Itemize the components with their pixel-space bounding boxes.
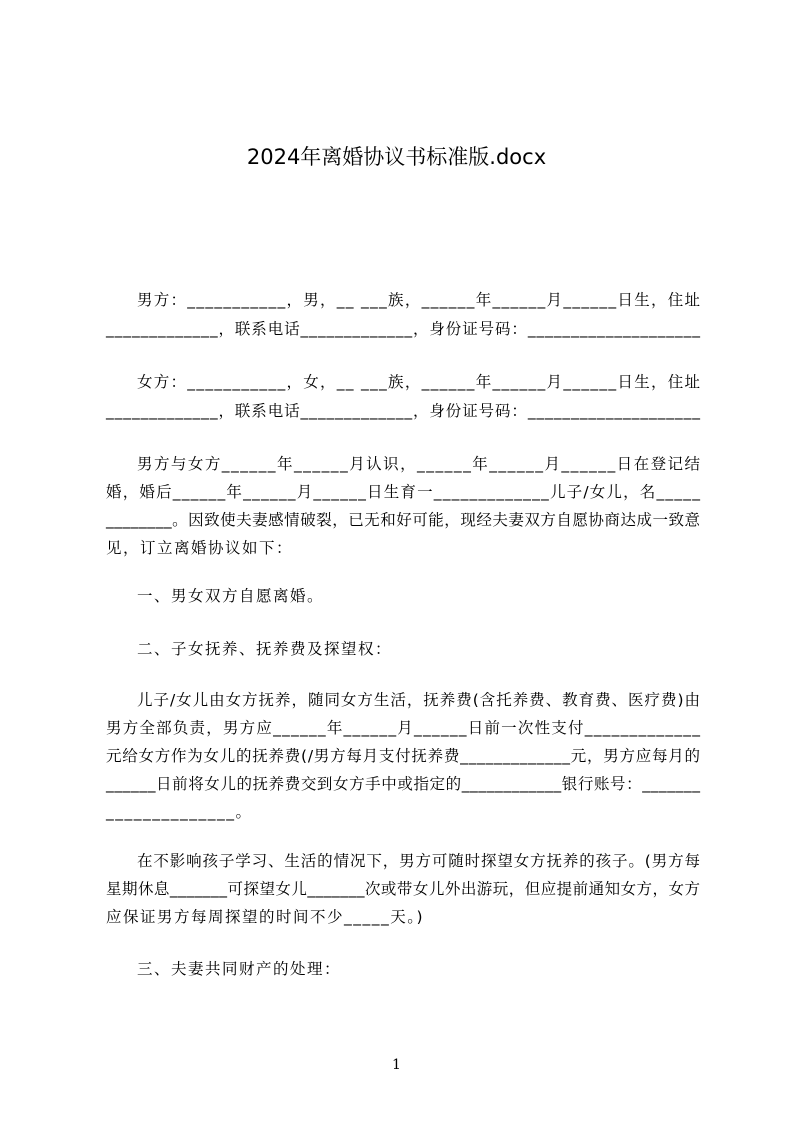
clause-two-heading: 二、子女抚养、抚养费及探望权：: [137, 640, 393, 658]
custody-paragraph-line-3: 元给女方作为女儿的抚养费(/男方每月支付抚养费_____________元，男方应每月的: [106, 747, 701, 765]
clause-three-heading: 三、夫妻共同财产的处理：: [137, 960, 342, 978]
visitation-paragraph-line-3: 应保证男方每周探望的时间不少_____天。): [106, 908, 425, 926]
visitation-paragraph-line-2: 星期休息_______可探望女儿_______次或带女儿外出游玩，但应提前通知女方，女方: [106, 880, 701, 898]
marriage-paragraph-line-3: ________。因致使夫妻感情破裂，已无和好可能，现经夫妻双方自愿协商达成一致意: [106, 511, 701, 529]
page-number: 1: [392, 1057, 401, 1073]
custody-paragraph-line-4: ______日前将女儿的抚养费交到女方手中或指定的____________银行账号：_______: [106, 775, 701, 793]
marriage-paragraph-line-1: 男方与女方______年______月认识，______年______月______日在登记结: [137, 455, 702, 473]
custody-paragraph-line-5: ______________。: [106, 803, 253, 821]
clause-one-heading: 一、男女双方自愿离婚。: [137, 587, 325, 605]
woman-info-line-1: 女方：___________，女，__ ___族，______年______月______日生，住址: [137, 373, 702, 391]
custody-paragraph-line-1: 儿子/女儿由女方抚养，随同女方生活，抚养费(含托养费、教育费、医疗费)由: [137, 691, 701, 709]
woman-info-line-2: _____________，联系电话_____________，身份证号码：____________________: [106, 402, 701, 420]
marriage-paragraph-line-2: 婚，婚后______年______月______日生育一_____________儿子/女儿，名_____: [106, 483, 702, 501]
marriage-paragraph-line-4: 见，订立离婚协议如下：: [106, 539, 294, 557]
custody-paragraph-line-2: 男方全部负责，男方应______年______月______日前一次性支付_____________: [106, 719, 702, 737]
man-info-line-2: _____________，联系电话_____________，身份证号码：____________________: [106, 320, 701, 338]
visitation-paragraph-line-1: 在不影响孩子学习、生活的情况下，男方可随时探望女方抚养的孩子。(男方每: [137, 852, 701, 870]
man-info-line-1: 男方：___________，男，__ ___族，______年______月______日生，住址: [137, 291, 702, 309]
document-title: 2024年离婚协议书标准版.docx: [246, 145, 547, 169]
